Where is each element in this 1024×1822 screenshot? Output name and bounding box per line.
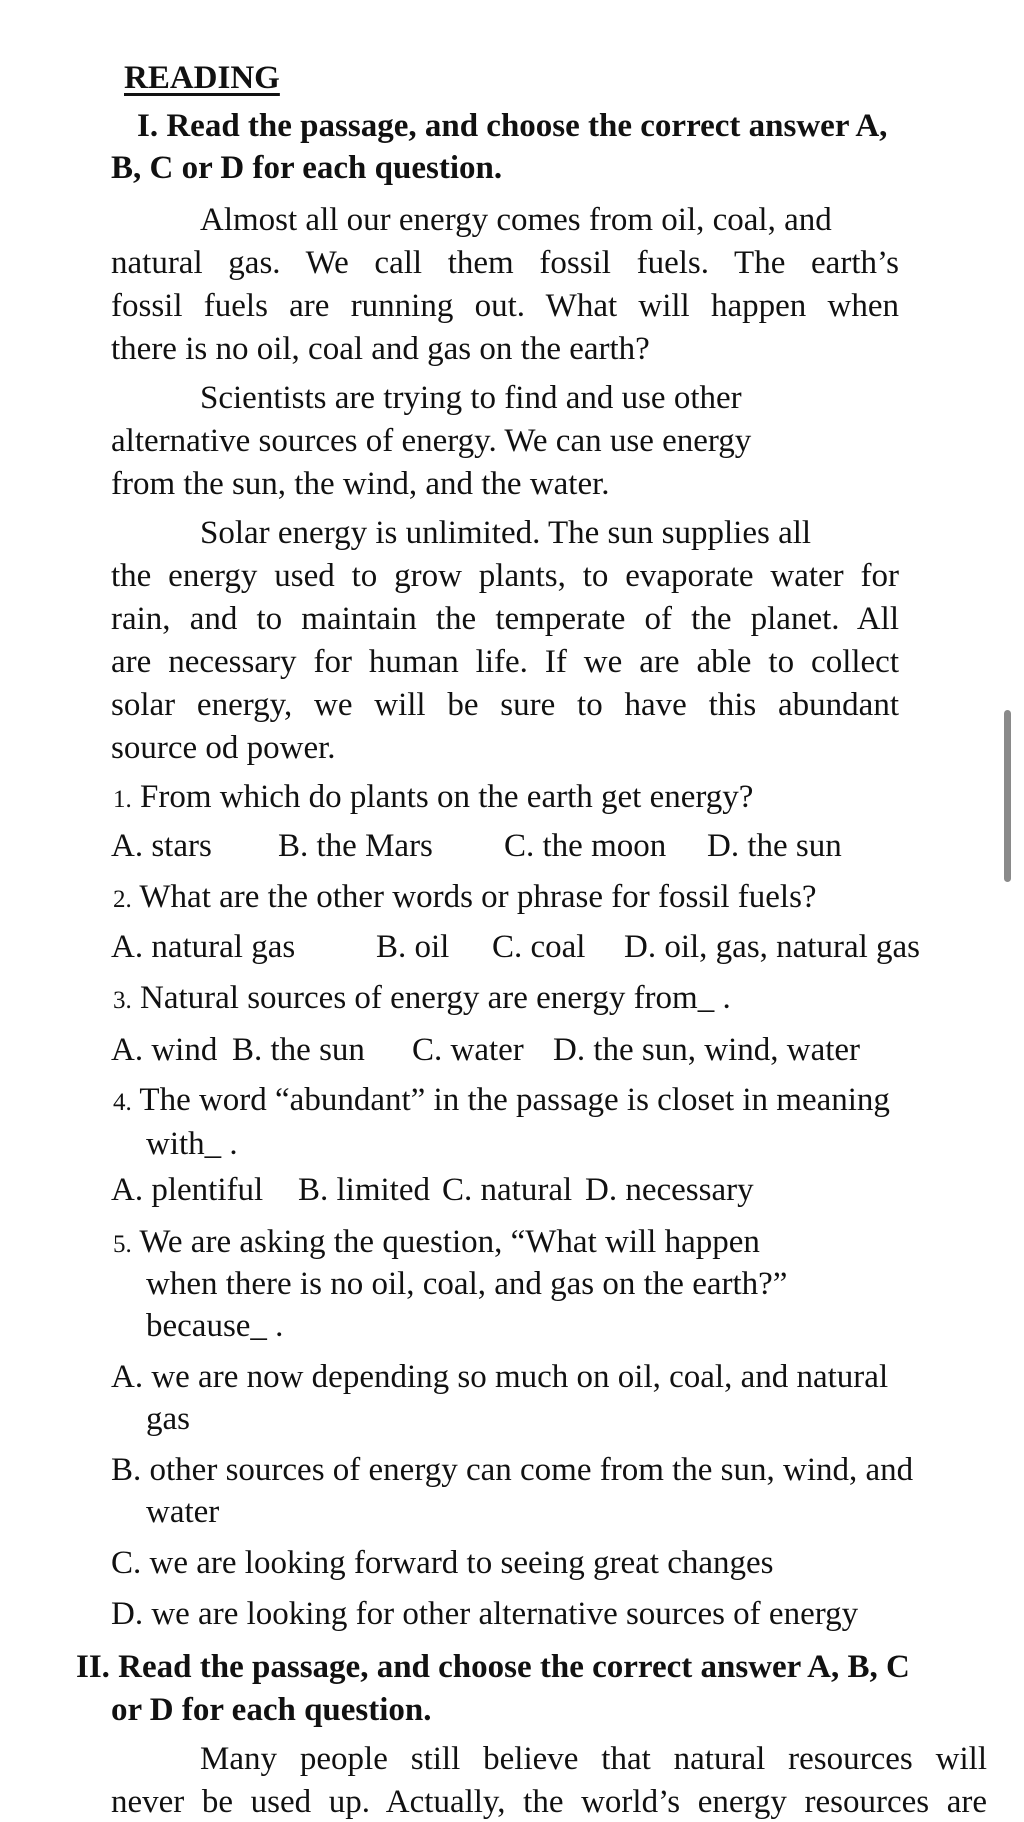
question-number: 4. (113, 1089, 132, 1116)
option-b[interactable]: B. the sun (232, 1032, 365, 1068)
option-b[interactable]: B. limited (298, 1172, 430, 1208)
section1-instruction-line: B, C or D for each question. (111, 150, 503, 186)
passage-line: Many people still believe that natural resources will (200, 1741, 987, 1777)
option-d[interactable]: D. oil, gas, natural gas (624, 929, 921, 965)
passage-line: Almost all our energy comes from oil, coal, and (200, 202, 832, 238)
question-5 (113, 1222, 760, 1265)
passage-line: source od power. (111, 730, 336, 766)
question-3 (113, 978, 731, 1021)
option-a[interactable]: A. wind (111, 1032, 218, 1068)
reading-heading: READING (124, 60, 280, 96)
question-number: 2. (113, 886, 132, 913)
option-c[interactable]: C. the moon (504, 828, 667, 864)
passage-line: there is no oil, coal and gas on the earth? (111, 331, 650, 367)
option-d[interactable]: D. we are looking for other alternative sources of energy (111, 1596, 859, 1632)
passage-line: solar energy, we will be sure to have this abundant (111, 687, 899, 723)
option-d[interactable]: D. necessary (585, 1172, 754, 1208)
option-b[interactable]: B. oil (376, 929, 450, 965)
passage-line: the energy used to grow plants, to evaporate water for (111, 558, 899, 594)
question-number: 1. (113, 786, 132, 813)
question-text: The word “abundant” in the passage is closet in meaning (139, 1082, 890, 1118)
option-d[interactable]: D. the sun, wind, water (553, 1032, 861, 1068)
passage-line: never be used up. Actually, the world’s energy resources are (111, 1784, 987, 1820)
option-a[interactable]: A. natural gas (111, 929, 296, 965)
passage-line: Scientists are trying to find and use other (200, 380, 742, 416)
passage-line: alternative sources of energy. We can use energy (111, 423, 752, 459)
section1-instruction-line: I. Read the passage, and choose the correct answer A, (137, 108, 888, 144)
question-4 (113, 1080, 890, 1123)
question-text: Natural sources of energy are energy from_ . (140, 980, 731, 1016)
option-b-continued[interactable]: water (146, 1494, 220, 1530)
passage-line: from the sun, the wind, and the water. (111, 466, 610, 502)
option-c[interactable]: C. natural (442, 1172, 573, 1208)
question-text: We are asking the question, “What will happen (139, 1224, 760, 1260)
option-c[interactable]: C. coal (492, 929, 586, 965)
option-a-continued[interactable]: gas (146, 1401, 190, 1437)
option-b[interactable]: B. other sources of energy can come from the sun, wind, and (111, 1452, 914, 1488)
passage-line: Solar energy is unlimited. The sun supplies all (200, 515, 812, 551)
passage-line: rain, and to maintain the temperate of the planet. All (111, 601, 899, 637)
section2-instruction-line: II. Read the passage, and choose the correct answer A, B, C (76, 1649, 910, 1685)
passage-line: are necessary for human life. If we are able to collect (111, 644, 899, 680)
option-a[interactable]: A. plentiful (111, 1172, 264, 1208)
question-text: What are the other words or phrase for fossil fuels? (139, 879, 817, 915)
option-b[interactable]: B. the Mars (278, 828, 433, 864)
question-text-continued: when there is no oil, coal, and gas on the earth?” (146, 1266, 788, 1302)
question-text-continued: because_ . (146, 1308, 284, 1344)
option-c[interactable]: C. water (412, 1032, 524, 1068)
option-c[interactable]: C. we are looking forward to seeing great changes (111, 1545, 774, 1581)
passage-line: natural gas. We call them fossil fuels. The earth’s (111, 245, 899, 281)
question-text: From which do plants on the earth get energy? (140, 779, 754, 815)
scrollbar-thumb[interactable] (1004, 710, 1011, 882)
option-a[interactable]: A. we are now depending so much on oil, coal, and natural (111, 1359, 889, 1395)
passage-line: fossil fuels are running out. What will happen when (111, 288, 899, 324)
question-number: 3. (113, 987, 132, 1014)
section2-instruction-line: or D for each question. (111, 1692, 432, 1728)
question-1 (113, 777, 753, 820)
option-a[interactable]: A. stars (111, 828, 212, 864)
question-text-continued: with_ . (146, 1126, 238, 1162)
question-2 (113, 877, 817, 920)
option-d[interactable]: D. the sun (707, 828, 842, 864)
question-number: 5. (113, 1231, 132, 1258)
